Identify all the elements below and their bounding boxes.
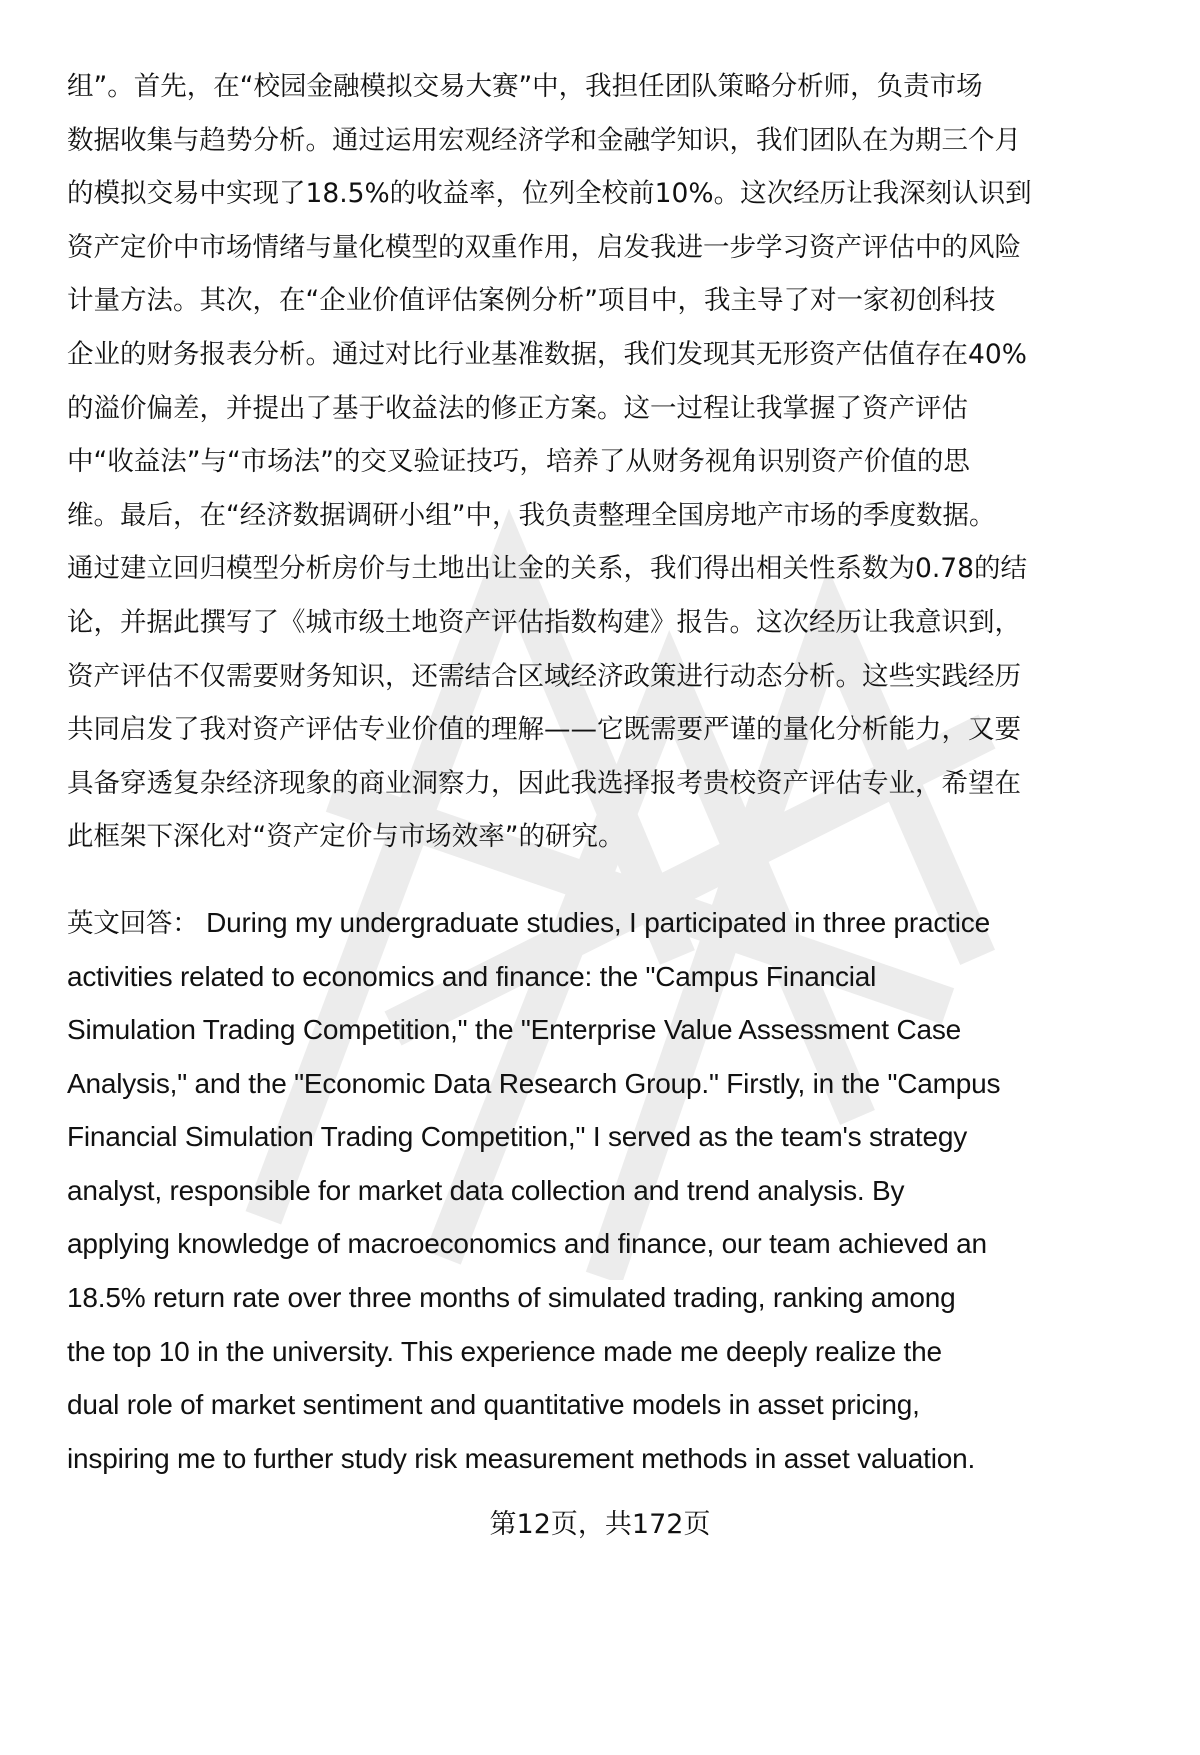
page-number-footer: 第12页，共172页: [489, 1509, 711, 1540]
english-answer-paragraph: [67, 896, 1157, 1486]
text-line: Analysis," and the "Economic Data Research Group." Firstly, in the "Campus: [67, 1067, 1001, 1099]
text-line: analyst, responsible for market data collection and trend analysis. By: [67, 1174, 905, 1206]
english-answer-text: During my undergraduate studies, I participated in three practice: [198, 906, 990, 938]
text-line: 计量方法。其次，在“企业价值评估案例分析”项目中，我主导了对一家初创科技: [67, 285, 996, 317]
text-line: 通过建立回归模型分析房价与土地出让金的关系，我们得出相关性系数为0.78的结: [67, 553, 1028, 585]
text-line: 具备穿透复杂经济现象的商业洞察力，因此我选择报考贵校资产评估专业，希望在: [67, 767, 1021, 799]
paragraph-gap: [67, 864, 1157, 896]
text-line: 资产评估不仅需要财务知识，还需结合区域经济政策进行动态分析。这些实践经历: [67, 660, 1021, 692]
text-line: applying knowledge of macroeconomics and finance, our team achieved an: [67, 1228, 987, 1260]
text-line: [67, 896, 1157, 950]
text-line: 此框架下深化对“资产定价与市场效率”的研究。: [67, 821, 625, 853]
text-line: 的模拟交易中实现了18.5%的收益率，位列全校前10%。这次经历让我深刻认识到: [67, 178, 1032, 210]
text-line: 企业的财务报表分析。通过对比行业基准数据，我们发现其无形资产估值存在40%: [67, 338, 1027, 370]
text-line: 的溢价偏差，并提出了基于收益法的修正方案。这一过程让我掌握了资产评估: [67, 392, 968, 424]
text-line: activities related to economics and finance: the "Campus Financial: [67, 960, 877, 992]
text-line: inspiring me to further study risk measurement methods in asset valuation.: [67, 1442, 976, 1474]
text-line: dual role of market sentiment and quantitative models in asset pricing,: [67, 1389, 920, 1421]
text-line: 18.5% return rate over three months of simulated trading, ranking among: [67, 1282, 956, 1314]
english-answer-label: 英文回答：: [67, 907, 199, 939]
text-line: 共同启发了我对资产评估专业价值的理解——它既需要严谨的量化分析能力，又要: [67, 714, 1021, 746]
document-body: [67, 60, 1157, 1485]
text-line: 中“收益法”与“市场法”的交叉验证技巧，培养了从财务视角识别资产价值的思: [67, 446, 970, 478]
text-line: 论，并据此撰写了《城市级土地资产评估指数构建》报告。这次经历让我意识到，: [67, 606, 1021, 638]
text-line: 维。最后，在“经济数据调研小组”中，我负责整理全国房地产市场的季度数据。: [67, 499, 996, 531]
text-line: 数据收集与趋势分析。通过运用宏观经济学和金融学知识，我们团队在为期三个月: [67, 124, 1021, 156]
text-line: 资产定价中市场情绪与量化模型的双重作用，启发我进一步学习资产评估中的风险: [67, 231, 1021, 263]
chinese-answer-paragraph: [67, 60, 1157, 864]
text-line: Financial Simulation Trading Competition," I served as the team's strategy: [67, 1121, 968, 1153]
text-line: Simulation Trading Competition," the "Enterprise Value Assessment Case: [67, 1014, 962, 1046]
text-line: the top 10 in the university. This experience made me deeply realize the: [67, 1335, 942, 1367]
text-line: 组”。首先，在“校园金融模拟交易大赛”中，我担任团队策略分析师，负责市场: [67, 71, 983, 102]
